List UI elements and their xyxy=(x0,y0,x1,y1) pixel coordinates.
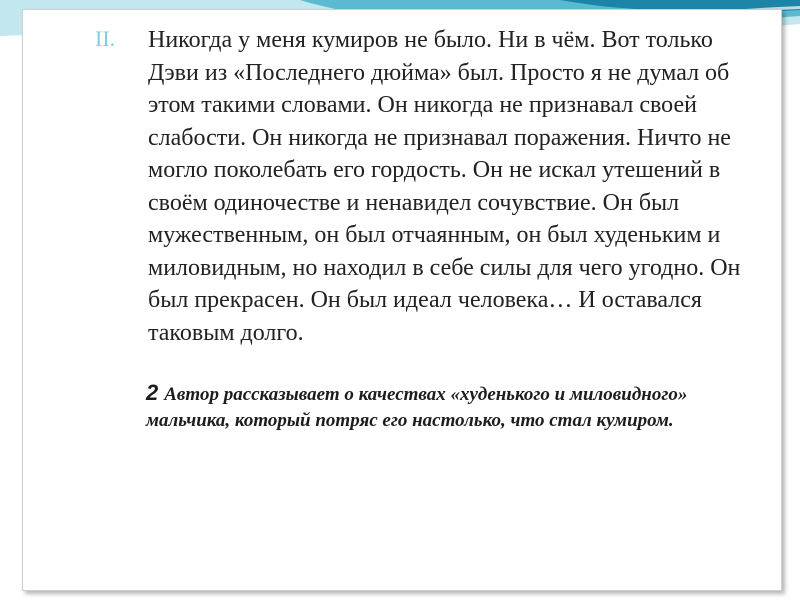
answer-text: Автор рассказывает о качествах «худенького и миловидного» мальчика, который потряс его настолько, что стал кумиром. xyxy=(146,384,688,431)
main-paragraph: Никогда у меня кумиров не было. Ни в чём. Вот только Дэви из «Последнего дюйма» был. Просто я не думал об этом такими словами. Он никогда не признавал своей слабости. Он никогда не признавал поражения. Ничто не могло поколебать его гордость. Он не искал утешений в своём одиночестве и ненавидел сочувствие. Он был мужественным, он был отчаянным, он был худеньким и миловидным, но находил в себе силы для чего угодно. Он был прекрасен. Он был идеал человека… И оставался таковым долго. xyxy=(148,27,741,346)
list-marker: II. xyxy=(95,26,116,51)
answer-block xyxy=(146,380,746,434)
answer-number: 2 xyxy=(146,380,159,405)
